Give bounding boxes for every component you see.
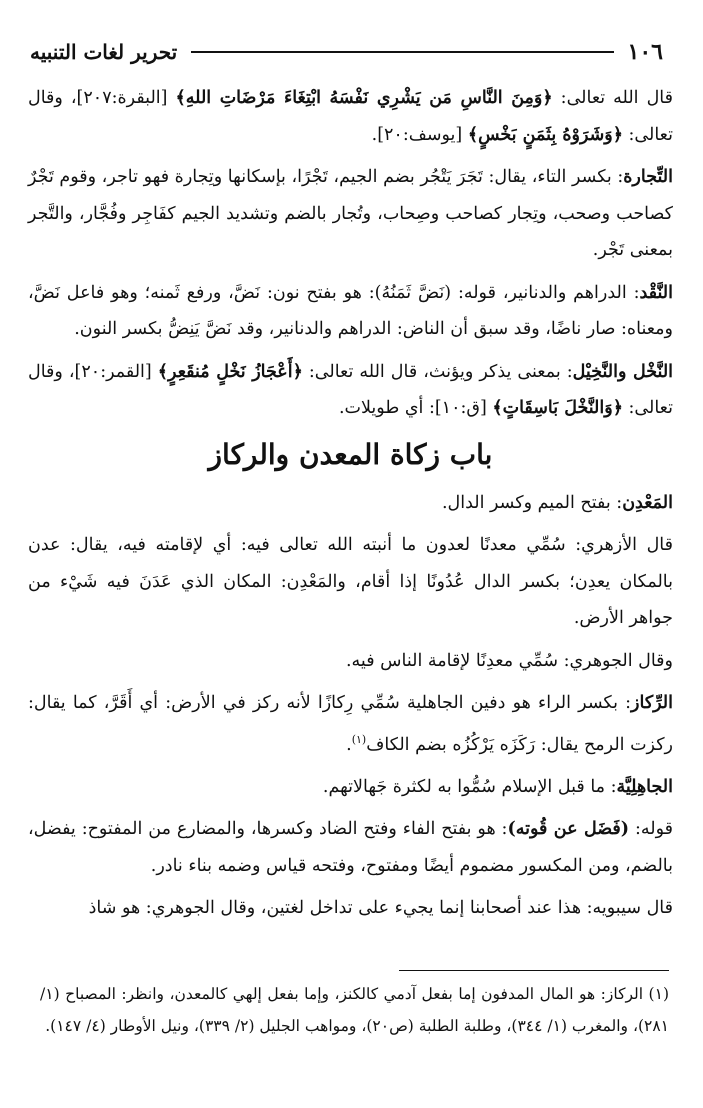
footnote-separator [399, 970, 669, 971]
text-run: قال الأزهري: سُمِّي معدنًا لعدون ما أنبته الله تعالى فيه: أي لإقامته فيه، يقال: عدن بالمكان يعدِن؛ بكسر الدال عُدُونًا إذا أقام، والمَعْدِن: المكان الذي عَدَنَ فيه شَيْء من جواهر الأرض. [28, 535, 673, 628]
footnote: (١) الركاز: هو المال المدفون إما بفعل آدمي كالكنز، وإما بفعل إلهي كالمعدن، وانظر: المصباح (١/ ٢٨١)، والمغرب (١/ ٣٤٤)، وطلبة الطلبة (ص٢٠)، ومواهب الجليل (٢/ ٣٣٩)، ونيل الأوطار (٤/ ١٤٧). [40, 985, 669, 1035]
paragraph [28, 159, 673, 269]
paragraph [28, 354, 673, 427]
paragraph [28, 811, 673, 884]
defined-term: (فَضَل عن قُوته) [507, 819, 630, 840]
paragraph [28, 275, 673, 348]
paragraph [28, 769, 673, 806]
quran-quote: ﴿وَشَرَوْهُ بِثَمَنٍ بَخْسٍ﴾ [467, 124, 623, 145]
paragraph [28, 890, 673, 927]
defined-term: النَّقْد [639, 282, 673, 303]
quran-quote: ﴿أَعْجَازُ نَخْلٍ مُنقَعِرٍ﴾ [157, 361, 303, 382]
text-run: [يوسف:٢٠]. [371, 124, 468, 145]
text-run: [القمر:٢٠]، وقال تعالى: [28, 361, 673, 418]
text-run: باب زكاة المعدن والركاز [208, 437, 493, 471]
defined-term: الرِّكاز [631, 693, 673, 713]
running-title: تحرير لغات التنبيه [30, 40, 178, 64]
defined-term: المَعْدِن [622, 492, 673, 513]
text-run: قوله: [629, 819, 673, 840]
text-run: قال سيبويه: هذا عند أصحابنا إنما يجيء على تداخل لغتين، وقال الجوهري: هو شاذ [88, 898, 673, 919]
paragraph [28, 685, 673, 763]
text-run: : بمعنى يذكر ويؤنث، قال الله تعالى: [302, 361, 573, 382]
text-run: : بكسر التاء، يقال: تَجَرَ يَتْجُر بضم الجيم، تَجْرًا، بإسكانها وتِجارة فهو تاجر، وقوم تَجْرٌ كصاحب وصحب، وتِجار كصاحب وصِحاب، وتُجار بالضم وتشديد الجيم كفَاجِر وفُجَّار، والتَّجر بمعنى تَجْر. [28, 167, 673, 260]
main-text [28, 80, 673, 933]
chapter-heading [28, 433, 673, 477]
quran-quote: ﴿وَالنَّخْلَ بَاسِقَاتٍ﴾ [492, 398, 623, 418]
paragraph [28, 643, 673, 680]
text-run: [البقرة:٢٠٧]، وقال تعالى: [28, 88, 673, 145]
text-run: : بفتح الميم وكسر الدال. [441, 492, 623, 513]
defined-term: الجاهِلِيَّة [616, 776, 673, 797]
text-run: : الدراهم والدنانير، قوله: (نَضَّ ثَمَنُهُ): هو بفتح نون: نَضَّ، ورفع ثَمنه؛ وهو فاعل نَضَّ، ومعناه: صار ناضًا، وقد سبق أن الناض: الدراهم والدنانير، وقد نَضَّ يَنِضُّ بكسر النون. [28, 282, 673, 339]
defined-term: التِّجارة [623, 167, 673, 187]
paragraph [28, 80, 673, 153]
quran-quote: ﴿وَمِنَ النَّاسِ مَن يَشْرِي نَفْسَهُ ابْتِغَاءَ مَرْضَاتِ اللهِ﴾ [175, 88, 553, 108]
text-run: . [346, 734, 352, 755]
text-run: : هو بفتح الفاء وفتح الضاد وكسرها، والمضارع من المفتوح: يفضل، بالضم، ومن المكسور مضموم أيضًا ومفتوح، وفتحه قياس وضمه بناء نادر. [28, 819, 673, 876]
text-run: [ق:١٠]: أي طويلات. [338, 398, 493, 418]
header-rule [191, 51, 613, 53]
footnote-ref: (١) [351, 732, 367, 746]
text-run: قال الله تعالى: [552, 88, 673, 108]
page-header [30, 34, 663, 70]
paragraph [28, 485, 673, 522]
defined-term: النَّخْل والنَّخِيْل [572, 361, 674, 382]
page-number: ١٠٦ [627, 39, 663, 65]
text-run: : بكسر الراء هو دفين الجاهلية سُمِّي رِكازًا لأنه ركز في الأرض: أي أَقَرَّ، كما يقال: ركزت الرمح يقال: رَكَزَه يَرْكُزُه بضم الكاف [28, 693, 673, 755]
text-run: : ما قبل الإسلام سُمُّوا به لكثرة جَهالاتهم. [322, 776, 617, 797]
paragraph [28, 527, 673, 637]
text-run: وقال الجوهري: سُمِّي معدِنًا لإقامة الناس فيه. [345, 650, 673, 671]
